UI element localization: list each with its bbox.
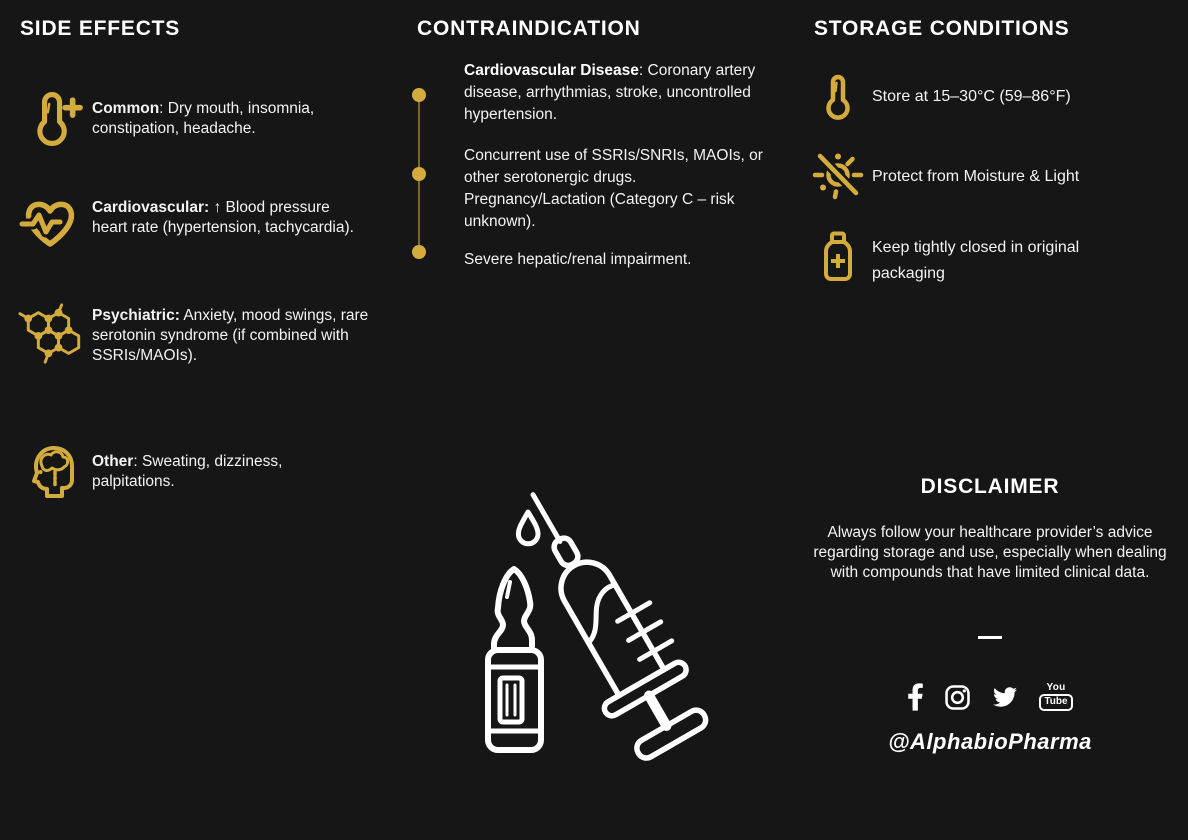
youtube-icon-box-text: Tube [1039, 694, 1072, 711]
youtube-icon-top-text: You [1046, 682, 1066, 693]
side-effect-desc: : Dry mouth, insomnia, constipation, headache. [92, 100, 315, 137]
side-effects-title: SIDE EFFECTS [20, 17, 181, 40]
storage-list [405, 0, 1188, 320]
contraindication-desc: Concurrent use of SSRIs/SNRIs, MAOIs, or other serotonergic drugs. [464, 147, 763, 186]
pill-bottle-icon [818, 231, 858, 288]
divider-dash [978, 636, 1002, 639]
side-effect-item [92, 452, 312, 492]
side-effect-item [92, 198, 362, 238]
storage-item-text: Keep tightly closed in original packaging [872, 239, 1080, 282]
side-effect-desc: ↑ Blood pressure heart rate (hypertension, tachycardia). [92, 199, 354, 236]
molecule-icon [17, 303, 83, 370]
contraindication-desc: : Coronary artery disease, arrhythmias, stroke, uncontrolled hypertension. [464, 62, 756, 123]
storage-conditions-title: STORAGE CONDITIONS [814, 17, 1070, 40]
contraindication-desc: Severe hepatic/renal impairment. [464, 251, 692, 268]
disclaimer-text: Always follow your healthcare provider’s advice regarding storage and use, especially when dealing with compounds that have limited clinical data. [813, 524, 1167, 581]
side-effect-label: Common [92, 100, 160, 117]
twitter-icon[interactable] [991, 685, 1019, 709]
no-sunlight-icon [809, 149, 867, 206]
disclaimer-title: DISCLAIMER [920, 475, 1060, 498]
instagram-icon[interactable] [944, 684, 971, 711]
brain-head-icon [24, 442, 78, 505]
side-effect-desc: Anxiety, mood swings, rare serotonin syndrome (if combined with SSRIs/MAOIs). [92, 307, 369, 364]
side-effect-desc: : Sweating, dizziness, palpitations. [92, 453, 283, 490]
heart-pulse-icon [20, 198, 80, 257]
side-effect-item [92, 99, 360, 139]
thermometer-icon [822, 72, 854, 125]
syringe-ampoule-illustration [470, 478, 750, 783]
side-effect-label: Cardiovascular: [92, 199, 210, 216]
facebook-icon[interactable] [907, 682, 924, 712]
storage-item-text: Store at 15–30°C (59–86°F) [872, 88, 1071, 105]
youtube-icon[interactable] [1039, 683, 1072, 711]
side-effect-item [92, 306, 372, 366]
contraindication-desc: Pregnancy/Lactation (Category C – risk unknown). [464, 191, 735, 230]
contraindication-title: CONTRAINDICATION [417, 17, 641, 40]
social-handle[interactable]: @AlphabioPharma [888, 729, 1092, 754]
side-effect-label: Other [92, 453, 134, 470]
side-effect-label: Psychiatric: [92, 307, 180, 324]
disclaimer-section [810, 475, 1170, 755]
social-links [810, 681, 1170, 713]
thermometer-plus-icon [24, 88, 82, 151]
contraindication-label: Cardiovascular Disease [464, 62, 639, 79]
storage-item-text: Protect from Moisture & Light [872, 168, 1080, 185]
